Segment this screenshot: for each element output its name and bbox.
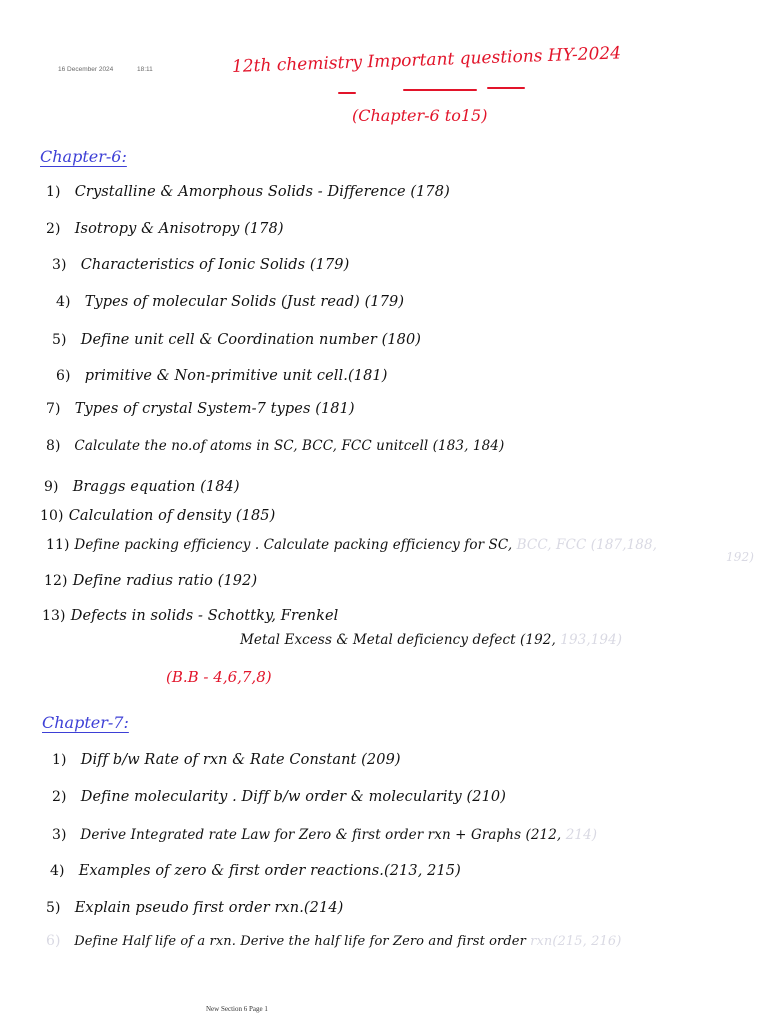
question-number: 4) [56,294,71,310]
chapter-7-question [46,900,343,916]
chapter-7-question [52,752,401,768]
question-number: 5) [52,332,67,348]
question-text: Types of molecular Solids (Just read) (179) [84,294,405,310]
chapter-6-heading: Chapter-6: [40,147,127,166]
chapter-6-question [56,294,404,310]
question-text: Defects in solids - Schottky, Frenkel [70,608,339,624]
question-number: 11) [46,537,70,553]
question-text: Braggs equation (184) [72,479,240,495]
page-footer: New Section 6 Page 1 [206,1005,268,1013]
question-number: 6) [46,933,61,949]
question-text: Calculation of density (185) [68,508,276,524]
question-text-faded: BCC, FCC (187,188, [516,537,658,553]
chapter-6-question-continuation: 192) [726,550,754,564]
question-number: 10) [40,508,64,524]
title-underline [403,89,477,91]
page-title: 12th chemistry Important questions HY-2024 [231,43,622,77]
question-text: Examples of zero & first order reactions.(213, 215) [78,863,461,879]
question-text-faded: rxn(215, 216) [530,934,622,949]
question-text: Define molecularity . Diff b/w order & molecularity (210) [80,789,507,805]
question-number: 7) [46,401,61,417]
chapter-6-question [52,257,349,273]
chapter-6-question [46,184,450,200]
chapter-6-question-continuation [240,632,622,648]
chapter-6-question [46,221,284,237]
question-number: 4) [50,863,65,879]
chapter-6-question [56,368,387,384]
chapter-6-question [46,537,657,553]
question-text: Calculate the no.of atoms in SC, BCC, FCC unitcell (183, 184) [74,438,505,454]
question-text: Define packing efficiency . Calculate packing efficiency for SC, [74,537,513,553]
question-number: 1) [52,752,67,768]
question-text: Crystalline & Amorphous Solids - Difference (178) [74,184,450,200]
question-text: Define radius ratio (192) [72,573,258,589]
question-number: 3) [52,827,67,843]
question-text: Derive Integrated rate Law for Zero & first order rxn + Graphs (212, [80,827,562,843]
question-text: Metal Excess & Metal deficiency defect (192, [240,632,556,648]
chapter-7-heading: Chapter-7: [42,713,129,732]
chapter-6-question [44,479,240,495]
book-back-questions: (B.B - 4,6,7,8) [166,668,272,686]
question-text-faded: 193,194) [560,632,623,648]
chapter-6-question [40,508,275,524]
chapter-6-question [46,438,504,454]
chapter-6-question [46,401,355,417]
page-subtitle: (Chapter-6 to15) [352,106,488,125]
question-text: Define Half life of a rxn. Derive the half life for Zero and first order [74,934,526,949]
chapter-6-question [42,608,338,624]
chapter-7-question [50,863,461,879]
chapter-7-question [52,827,597,843]
question-text: Define unit cell & Coordination number (180) [80,332,422,348]
chapter-6-question [44,573,257,589]
question-text: Characteristics of Ionic Solids (179) [80,257,350,273]
question-number: 2) [46,221,61,237]
question-number: 6) [56,368,71,384]
question-text: primitive & Non-primitive unit cell.(181) [84,368,388,384]
chapter-7-question [52,789,506,805]
question-text: Explain pseudo first order rxn.(214) [74,900,344,916]
question-text-faded: 214) [565,827,598,843]
question-number: 13) [42,608,66,624]
question-number: 5) [46,900,61,916]
page-date: 16 December 2024 [58,66,114,73]
question-number: 3) [52,257,67,273]
question-text: Isotropy & Anisotropy (178) [74,221,284,237]
question-text: Types of crystal System-7 types (181) [74,401,355,417]
page-time: 18:11 [137,66,153,73]
chapter-6-question [52,332,421,348]
question-text: Diff b/w Rate of rxn & Rate Constant (209) [80,752,401,768]
question-number: 1) [46,184,61,200]
title-underline [338,92,356,94]
question-number: 9) [44,479,59,495]
question-number: 8) [46,438,61,454]
title-underline [487,87,525,89]
question-number: 2) [52,789,67,805]
chapter-7-question [46,933,621,949]
question-number: 12) [44,573,68,589]
